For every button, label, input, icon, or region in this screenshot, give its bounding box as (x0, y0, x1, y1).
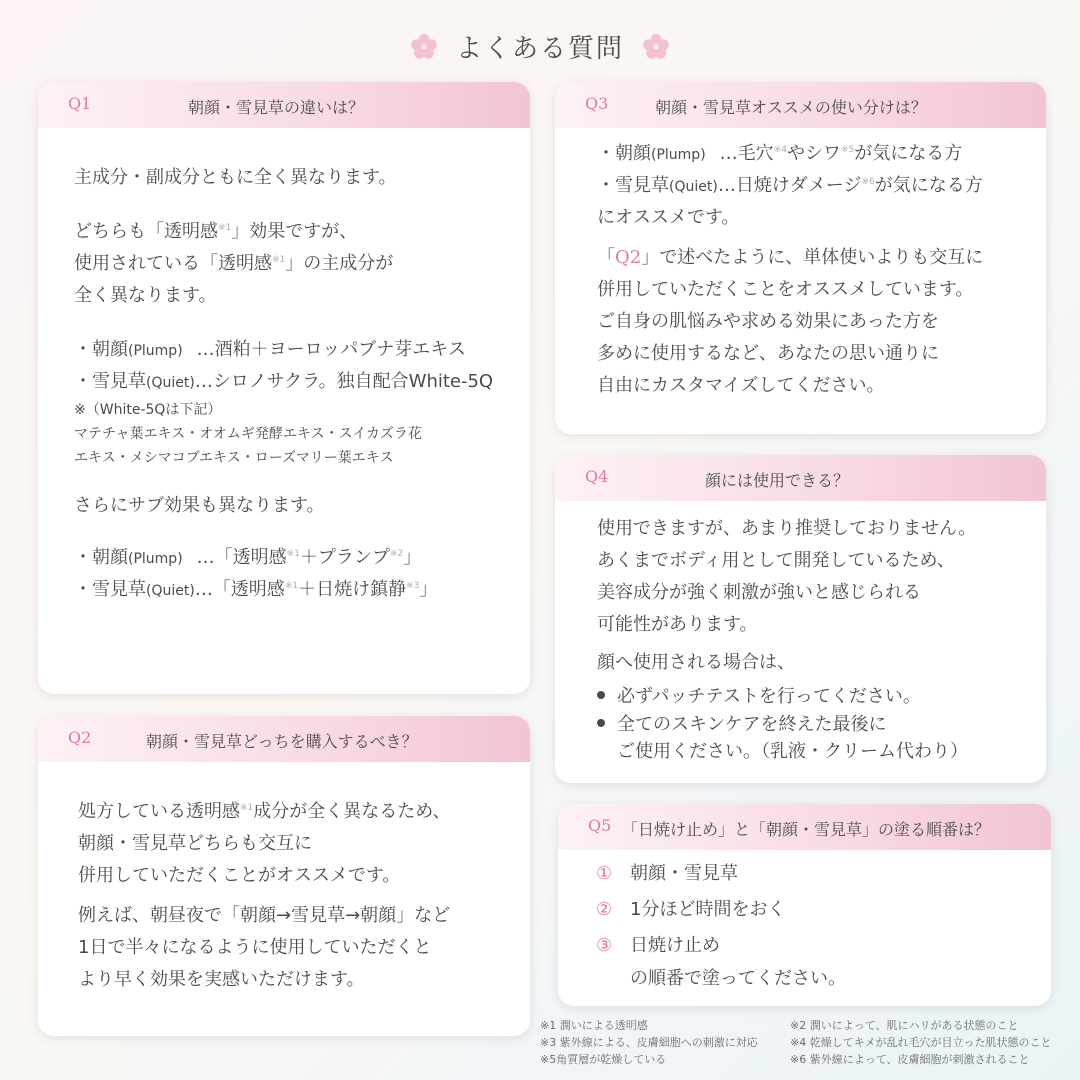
footnote: ※5角質層が乾燥している (540, 1053, 667, 1066)
bullet-icon (597, 691, 605, 699)
question-title: 朝顔・雪見草どっちを購入するべき？ (146, 732, 418, 751)
answer-body (597, 138, 983, 402)
footnote-marker: ※1 (218, 223, 232, 233)
list-item: ・雪見草(Quiet)…「透明感$^{※1}$＋日焼け鎮静$^{※3}$」 (74, 579, 438, 600)
list-item: ・朝顔(Plump) …「透明感$^{※1}$＋プランプ$^{※2}$」 (74, 547, 422, 568)
question-number: Q2 (68, 728, 92, 747)
step-number: ② (596, 899, 613, 920)
footnote-marker: ※1 (272, 255, 286, 265)
question-title: 朝顔・雪見草の違いは？ (188, 98, 365, 117)
answer-text: 併用していただくことがオススメです。 (78, 865, 401, 886)
ingredient-note: ※（White-5Qは下記） マテチャ葉エキス・オオムギ発酵エキス・スイカズラ花 エキス・メシマコブエキス・ローズマリー葉エキス (74, 402, 422, 466)
faq-card-q1 (38, 82, 530, 694)
answer-text: 顔へ使用される場合は、 (597, 652, 795, 673)
faq-header (38, 82, 530, 128)
answer-text: あくまでボディ用として開発しているため、 (597, 550, 955, 571)
step-item: ② 1分ほど時間をおく (596, 892, 846, 928)
faq-card-q4 (555, 455, 1046, 783)
page-title-wrap (0, 28, 1080, 65)
list-item-continued: ご使用ください。（乳液・クリーム代わり） (617, 741, 968, 762)
question-number: Q5 (588, 816, 612, 835)
answer-body (597, 513, 976, 765)
answer-text: 「Q2」で述べたように、単体使いよりも交互に (597, 247, 984, 268)
answer-text: 使用されている「透明感$^{※1}$」の主成分が (74, 253, 394, 274)
answer-text: 美容成分が強く刺激が強いと感じられる (597, 582, 921, 603)
list-item: ・朝顔(Plump) …毛穴$^{※4}$やシワ$^{※5}$が気になる方 (597, 143, 963, 164)
answer-text: どちらも「透明感$^{※1}$」効果ですが、 (74, 221, 358, 242)
question-title: 「日焼け止め」と「朝顔・雪見草」の塗る順番は？ (622, 820, 991, 839)
question-title: 朝顔・雪見草オススメの使い分けは？ (655, 98, 927, 117)
list-item: ・朝顔(Plump) …酒粕＋ヨーロッパブナ芽エキス (74, 339, 466, 360)
answer-text: さらにサブ効果も異なります。 (74, 495, 325, 516)
answer-text: 1日で半々になるように使用していただくと (78, 937, 432, 958)
faq-header (38, 716, 530, 762)
sakura-flower-icon (642, 33, 670, 61)
answer-text: 多めに使用するなど、あなたの思い通りに (597, 343, 939, 364)
faq-header (555, 82, 1046, 128)
faq-card-q3 (555, 82, 1046, 434)
answer-text: より早く効果を実感いただけます。 (78, 969, 365, 990)
answer-text: 可能性があります。 (597, 614, 758, 635)
footnote: ※2 潤いによって、肌にハリがある状態のこと (790, 1019, 1019, 1032)
bullet-icon (597, 719, 605, 727)
step-item: ③ 日焼け止め (596, 928, 846, 964)
answer-text: 処方している透明感$^{※1}$成分が全く異なるため、 (78, 801, 451, 822)
step-number: ③ (596, 935, 613, 956)
list-item: 必ずパッチテストを行ってください。 (597, 683, 976, 711)
footnote: ※1 潤いによる透明感 (540, 1019, 648, 1032)
answer-text: ご自身の肌悩みや求める効果にあった方を (597, 311, 939, 332)
answer-body (78, 796, 451, 996)
faq-card-q5 (558, 804, 1051, 1006)
list-item: ・雪見草(Quiet)…日焼けダメージ$^{※6}$が気になる方 (597, 175, 983, 196)
question-number: Q3 (585, 94, 609, 113)
sakura-flower-icon (410, 33, 438, 61)
list-item: ・雪見草(Quiet)…シロノサクラ。独自配合White-5Q (74, 371, 494, 392)
answer-text: 全く異なります。 (74, 285, 217, 306)
answer-text: にオススメです。 (597, 207, 740, 228)
step-item: ① 朝顔・雪見草 (596, 856, 846, 892)
footnote: ※3 紫外線による、皮膚細胞への刺激に対応 (540, 1036, 758, 1049)
answer-body (74, 162, 493, 606)
question-number: Q1 (68, 94, 92, 113)
question-number: Q4 (585, 467, 609, 486)
step-number: ① (596, 863, 613, 884)
faq-header (555, 455, 1046, 501)
faq-header (558, 804, 1051, 850)
answer-text: 主成分・副成分ともに全く異なります。 (74, 167, 397, 188)
question-title: 顔には使用できる？ (705, 471, 850, 490)
answer-text: 朝顔・雪見草どちらも交互に (78, 833, 312, 854)
answer-text: 例えば、朝昼夜で「朝顔→雪見草→朝顔」など (78, 905, 451, 926)
footnotes-left (540, 1017, 758, 1068)
page-title: よくある質問 (455, 34, 624, 64)
faq-card-q2 (38, 716, 530, 1036)
answer-text: 自由にカスタマイズしてください。 (597, 375, 885, 396)
footnotes-right (790, 1017, 1052, 1068)
answer-text: 使用できますが、あまり推奨しておりません。 (597, 518, 977, 539)
footnote-marker: ※1 (240, 803, 254, 813)
footnote: ※4 乾燥してキメが乱れ毛穴が目立った肌状態のこと (790, 1036, 1052, 1049)
answer-body (596, 856, 846, 994)
q2-reference: Q2 (615, 247, 642, 268)
answer-text: 併用していただくことをオススメしています。 (597, 279, 974, 300)
footnote: ※6 紫外線によって、皮膚細胞が刺激されること (790, 1053, 1030, 1066)
answer-text: の順番で塗ってください。 (630, 968, 846, 989)
list-item: 全てのスキンケアを終えた最後に (597, 711, 976, 739)
